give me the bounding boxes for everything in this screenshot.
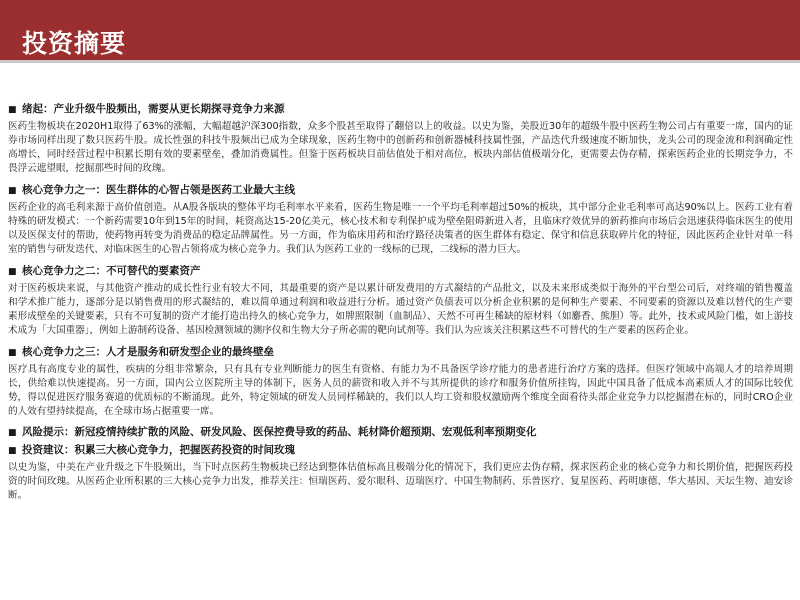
section-body: 医药企业的高毛利来源于高价值创造。从A股各版块的整体平均毛利率水平来看，医药生物是唯一一个平均毛利率超过50%的板块，其中部分企业毛利率可高达90%以上。医药工业有着特殊的研发模式：一个新药需要10年到15年的时间，耗资高达15-20亿美元，核心技术和专利保护成为壁垒阻碍新进入者，且临床疗效优异的新药推向市场后会迅速获得临床医生的使用以及医保支付的帮助，使药物再转变为消费品的稳定品牌属性。另一方面，作为临床用药和治疗路径决策者的医生群体有稳定、保守和信息获取碎片化的特征，因此医药企业针对单一科室的销售与研发迭代、对临床医生的心智占领将成为核心竞争力。我们认为医药工业的一线标的已现，二线标的潜力巨大。	[8, 202, 793, 255]
section-body: 医药生物板块在2020H1取得了63%的涨幅，大幅超越沪深300指数，众多个股甚至取得了翻倍以上的收益。以史为鉴，美股近30年的超级牛股中医药生物公司占有重要一席，国内的证券市场同样出现了数只医药牛股。成长性强的科技牛股频出已成为全球现象，医药生物中的创新药和创新器械科技属性强，产品迭代升级速度不断加快，龙头公司的现金流和利润确定性高增长，同时经营过程中积累长期有效的要素壁垒，叠加消费属性。但鉴于医药板块目前估值处于相对高位，板块内部估值极端分化，更需要去伪存精，探索医药企业的长期竞争力，不畏浮云遮望眼，挖掘那些时间的玫瑰。	[8, 121, 793, 174]
square-bullet-icon: ■	[8, 267, 17, 277]
header-banner	[0, 0, 800, 62]
section-heading	[8, 345, 793, 360]
summary-content	[8, 102, 793, 510]
section-heading	[8, 443, 793, 458]
section-body: 对于医药板块来说，与其他资产推动的成长性行业有较大不同，其最重要的资产是以累计研发费用的方式凝结的产品批文，以及未来形成类似于海外的平台型公司后，对终端的销售覆盖和学术推广能力，逐部分是以销售费用的形式凝结的，难以简单通过利润和收益进行分析。通过资产负债表可以分析企业积累的是何种生产要素、不同要素的资源以及难以替代的生产要素形成壁垒的关键要素，只有不可复制的资产才能打造出持久的核心竞争力，如牌照限制（血制品）、天然不可再生稀缺的原材料（如麝香、熊胆）等。此外，技术或风险门槛，如上游技术成为「大国重器」，例如上游制药设备、基因检测领域的测序仪和生物大分子所必需的靶向试剂等。我们认为应该关注积累这些不可替代的生产要素的医药企业。	[8, 283, 793, 336]
section-body: 医疗具有高度专业的属性，疾病的分组非常繁杂，只有具有专业判断能力的医生有资格、有能力为不具备医学诊疗能力的患者进行治疗方案的选择。但医疗领域中高端人才的培养周期长，供给难以快速提高。另一方面，国内公立医院所主导的体制下，医务人员的薪资和收入并不与其所提供的诊疗和服务价值所挂钩，因此中国具备了低成本高素质人才的国际比较优势，得以促进医疗服务赛道的优质标的不断涌现。此外，特定领域的研发人员同样稀缺的，我们以人均工资和股权激励两个维度全面看待头部企业竞争力以挖掘潜在标的，同时CRO企业的人效有望持续提高，在全球市场占据重要一席。	[8, 364, 793, 417]
page-title: 投资摘要	[22, 29, 127, 58]
section-heading	[8, 183, 793, 198]
section-heading-text: 投资建议：积累三大核心竞争力，把握医药投资的时间玫瑰	[22, 444, 295, 456]
square-bullet-icon: ■	[8, 428, 17, 438]
square-bullet-icon: ■	[8, 348, 17, 358]
section-body: 以史为鉴，中美在产业升级之下牛股频出，当下时点医药生物板块已经达到整体估值标高且极端分化的情况下，我们更应去伪存精，探求医药企业的核心竞争力和长期价值，把握医药投资的时间玫瑰。从医药企业所积累的三大核心竞争力出发，推荐关注：恒瑞医药、爱尔眼科、迈瑞医疗、中国生物制药、乐普医疗、复星医药、药明康德、华大基因、天坛生物、迪安诊断。	[8, 462, 793, 501]
section-heading-text: 绪起：产业升级牛股频出，需要从更长期探寻竞争力来源	[22, 103, 285, 115]
section-recommendation	[8, 443, 793, 503]
section-heading-text: 核心竞争力之三：人才是服务和研发型企业的最终壁垒	[22, 346, 274, 358]
section-core-two	[8, 264, 793, 338]
square-bullet-icon: ■	[8, 105, 17, 115]
section-heading	[8, 102, 793, 117]
section-intro	[8, 102, 793, 176]
section-heading	[8, 425, 793, 440]
header-divider	[0, 60, 800, 63]
section-risk	[8, 425, 793, 440]
section-heading	[8, 264, 793, 279]
section-heading-text: 风险提示：新冠疫情持续扩散的风险、研发风险、医保控费导致的药品、耗材降价超预期、宏观低利率预期变化	[22, 426, 537, 438]
section-core-one	[8, 183, 793, 257]
section-heading-text: 核心竞争力之二：不可替代的要素资产	[22, 265, 201, 277]
square-bullet-icon: ■	[8, 446, 17, 456]
section-core-three	[8, 345, 793, 419]
section-heading-text: 核心竞争力之一：医生群体的心智占领是医药工业最大主线	[22, 184, 295, 196]
square-bullet-icon: ■	[8, 186, 17, 196]
